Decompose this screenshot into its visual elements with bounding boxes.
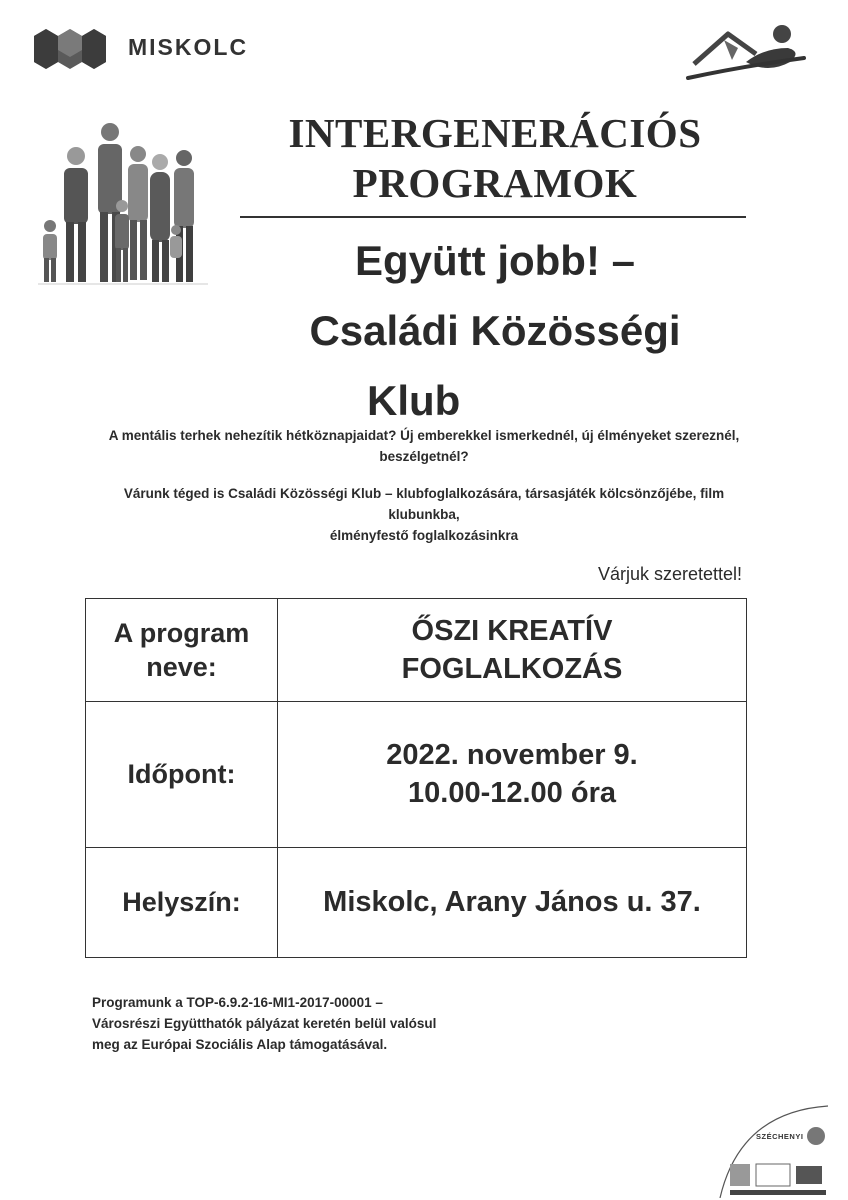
snowboard-logo-icon	[684, 18, 808, 82]
funding-note-line3: meg az Európai Szociális Alap támogatásával.	[92, 1037, 388, 1052]
szechenyi-2020-badge-icon	[700, 1102, 830, 1198]
table-row-time	[86, 701, 746, 848]
miskolc-m-logo-icon	[34, 22, 106, 72]
program-name-value-line2: FOGLALKOZÁS	[401, 653, 623, 685]
subtitle	[240, 226, 750, 436]
intro-paragraph-1-line2: beszélgetnél?	[379, 449, 469, 464]
time-value	[278, 701, 746, 847]
intro-paragraph-1	[100, 425, 748, 467]
main-title-line1: INTERGENERÁCIÓS	[288, 110, 702, 156]
table-row-location	[86, 847, 746, 957]
program-name-label-line2: neve:	[146, 652, 217, 682]
program-name-value-line1: ŐSZI KREATÍV	[411, 615, 613, 647]
program-name-value	[278, 599, 746, 701]
table-row-program-name	[86, 599, 746, 702]
main-title-line2: PROGRAMOK	[352, 160, 638, 206]
time-value-hours: 10.00-12.00 óra	[408, 777, 616, 809]
location-label: Helyszín:	[86, 847, 278, 957]
welcome-text: Várjuk szeretettel!	[597, 564, 742, 584]
program-info-table	[85, 598, 747, 958]
intro-paragraph-1-line1: A mentális terhek nehezítik hétköznapjaidat? Új emberekkel ismerkednél, új élményeket szereznél,	[108, 428, 740, 443]
family-group-icon	[38, 110, 208, 290]
funding-note-line2: Városrészi Együtthatók pályázat keretén belül valósul	[92, 1016, 437, 1031]
intro-paragraph-2	[90, 483, 758, 546]
main-title	[240, 108, 750, 208]
program-name-label	[86, 599, 278, 701]
time-value-date: 2022. november 9.	[386, 739, 638, 771]
intro-paragraph-2-line2: élményfestő foglalkozásinkra	[329, 528, 519, 543]
title-divider	[240, 216, 746, 218]
program-name-label-line1: A program	[113, 618, 250, 648]
subtitle-line3: Klub	[367, 377, 461, 424]
brand-name: MISKOLC	[128, 34, 249, 60]
intro-paragraph-2-line1: Várunk téged is Családi Közösségi Klub – klubfoglalkozására, társasjáték kölcsönzőjébe, film klubunkba,	[123, 486, 725, 522]
szechenyi-label: SZÉCHENYI	[756, 1132, 804, 1141]
subtitle-line2: Családi Közösségi	[309, 307, 681, 354]
location-value: Miskolc, Arany János u. 37.	[323, 886, 701, 918]
funding-note-line1: Programunk a TOP-6.9.2-16-MI1-2017-00001 –	[92, 995, 383, 1010]
subtitle-line1: Együtt jobb! –	[355, 237, 635, 284]
funding-note	[92, 992, 522, 1055]
time-label: Időpont:	[86, 701, 278, 847]
